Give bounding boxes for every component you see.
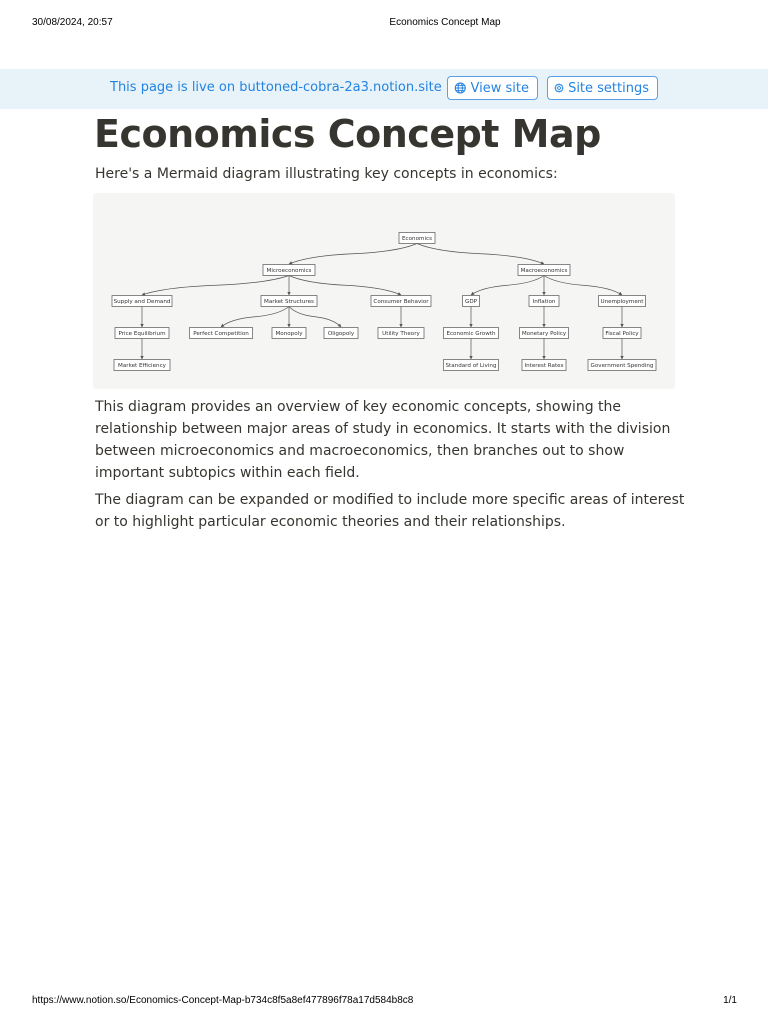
edge-market-oligopoly: [289, 307, 341, 328]
node-price: [115, 328, 169, 339]
node-label-market: Market Structures: [264, 299, 314, 305]
node-macro: [518, 265, 570, 276]
node-micro: [263, 265, 315, 276]
globe-icon: [454, 81, 467, 95]
node-unemployment: [599, 296, 646, 307]
edge-economics-macro: [417, 244, 544, 265]
node-interest: [522, 360, 566, 371]
edge-micro-supply: [142, 276, 289, 296]
node-label-inflation: Inflation: [532, 299, 556, 305]
node-label-growth: Economic Growth: [446, 331, 496, 337]
node-inflation: [529, 296, 559, 307]
node-label-perfect: Perfect Competition: [193, 331, 249, 337]
expansion-paragraph: The diagram can be expanded or modified to include more specific areas of interest or to highlight particular economic theories and their relationships.: [95, 492, 685, 530]
node-label-oligopoly: Oligopoly: [327, 331, 355, 337]
node-label-monopoly: Monopoly: [275, 331, 303, 337]
edge-micro-consumer: [289, 276, 401, 296]
intro-text: Here's a Mermaid diagram illustrating key concepts in economics:: [95, 166, 558, 182]
page-title: Economics Concept Map: [94, 112, 601, 156]
node-label-monetary: Monetary Policy: [521, 331, 567, 337]
node-label-gdp: GDP: [464, 299, 478, 305]
node-utility: [378, 328, 424, 339]
node-monopoly: [272, 328, 306, 339]
site-settings-label: Site settings: [568, 80, 649, 96]
edge-economics-micro: [289, 244, 417, 265]
node-label-utility: Utility Theory: [382, 331, 420, 337]
view-site-label: View site: [470, 80, 529, 96]
description-paragraph: This diagram provides an overview of key economic concepts, showing the relationship between major areas of study in economics. It starts with the division between microeconomics and macroeconomics, then branches out to show important subtopics within each field.: [95, 399, 671, 481]
node-gdp: [463, 296, 480, 307]
node-fiscal: [603, 328, 641, 339]
edge-macro-gdp: [471, 276, 544, 296]
print-datetime: 30/08/2024, 20:57: [32, 17, 113, 28]
banner-message: This page is live on buttoned-cobra-2a3.notion.site: [110, 80, 442, 95]
node-label-price: Price Equilibrium: [118, 331, 166, 337]
node-economics: [399, 233, 435, 244]
mermaid-diagram: [93, 193, 675, 389]
node-monetary: [520, 328, 569, 339]
node-label-micro: Microeconomics: [266, 268, 312, 274]
node-oligopoly: [324, 328, 358, 339]
node-label-living: Standard of Living: [445, 363, 497, 369]
node-label-government: Government Spending: [590, 363, 654, 369]
node-government: [588, 360, 656, 371]
node-consumer: [371, 296, 431, 307]
node-label-macro: Macroeconomics: [520, 268, 568, 274]
node-label-consumer: Consumer Behavior: [373, 299, 429, 305]
node-label-supply: Supply and Demand: [113, 299, 171, 305]
node-label-fiscal: Fiscal Policy: [605, 331, 639, 337]
print-header: [0, 17, 768, 31]
edge-macro-unemployment: [544, 276, 622, 296]
print-title: Economics Concept Map: [389, 17, 501, 28]
print-footer: [0, 995, 768, 1009]
print-url: https://www.notion.so/Economics-Concept-Map-b734c8f5a8ef477896f78a17d584b8c8: [32, 995, 414, 1006]
node-label-interest: Interest Rates: [524, 363, 564, 369]
node-market: [261, 296, 317, 307]
site-settings-button[interactable]: [547, 76, 658, 100]
node-efficiency: [114, 360, 170, 371]
gear-icon: [554, 81, 564, 95]
node-label-economics: Economics: [402, 236, 432, 242]
view-site-button[interactable]: [447, 76, 538, 100]
diagram-canvas: [93, 193, 675, 389]
node-growth: [444, 328, 499, 339]
live-site-banner: [0, 69, 768, 109]
print-page-number: 1/1: [723, 995, 737, 1006]
edge-market-perfect: [221, 307, 289, 328]
node-label-unemployment: Unemployment: [600, 299, 644, 305]
node-perfect: [190, 328, 253, 339]
node-living: [444, 360, 499, 371]
node-label-efficiency: Market Efficiency: [118, 363, 166, 369]
node-supply: [112, 296, 172, 307]
